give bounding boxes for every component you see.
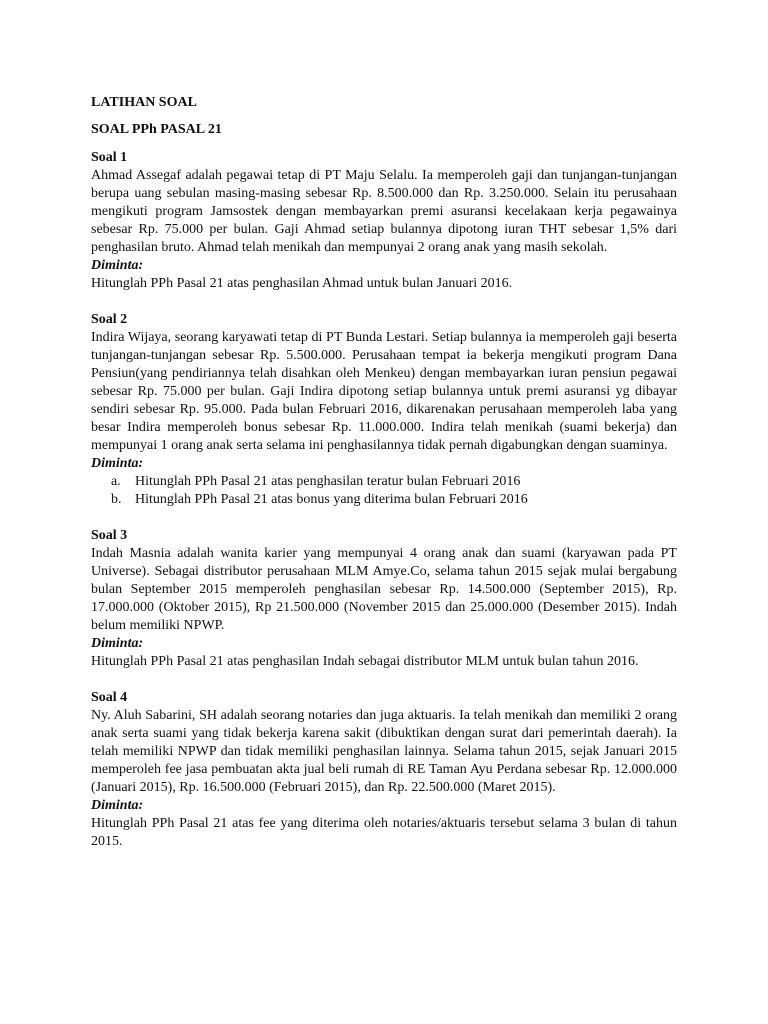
soal-4-body: Ny. Aluh Sabarini, SH adalah seorang notaries dan juga aktuaris. Ia telah menikah dan memiliki 2 orang anak serta suami yang tidak bekerja karena sakit (dibuktikan dengan surat dari pemerintah daerah). Ia telah memiliki NPWP dan tidak memiliki penghasilan lainnya. Selama tahun 2015, sejak Januari 2015 memperoleh fee jasa pembuatan akta jual beli rumah di RE Taman Ayu Perdana sebesar Rp. 12.000.000 (Januari 2015), Rp. 16.500.000 (Februari 2015), dan Rp. 22.500.000 (Maret 2015). (91, 708, 677, 795)
list-item (111, 473, 677, 491)
soal-4-section (91, 689, 677, 851)
soal-2-section (91, 311, 677, 509)
soal-2-task-list (91, 473, 677, 509)
soal-2-diminta-label: Diminta: (91, 456, 144, 471)
document-title: LATIHAN SOAL (91, 95, 197, 110)
document-subtitle: SOAL PPh PASAL 21 (91, 122, 222, 137)
soal-2-title: Soal 2 (91, 312, 128, 327)
list-marker: a. (111, 474, 121, 489)
list-marker: b. (111, 492, 122, 507)
soal-1-section (91, 149, 677, 293)
soal-3-section (91, 527, 677, 671)
list-item-text: Hitunglah PPh Pasal 21 atas penghasilan teratur bulan Februari 2016 (135, 474, 521, 489)
soal-3-diminta-label: Diminta: (91, 636, 144, 651)
soal-1-task: Hitunglah PPh Pasal 21 atas penghasilan Ahmad untuk bulan Januari 2016. (91, 276, 513, 291)
soal-1-title: Soal 1 (91, 150, 128, 165)
list-item-text: Hitunglah PPh Pasal 21 atas bonus yang diterima bulan Februari 2016 (135, 492, 528, 507)
soal-1-body: Ahmad Assegaf adalah pegawai tetap di PT Maju Selalu. Ia memperoleh gaji dan tunjangan-tunjangan berupa uang sebulan masing-masing sebesar Rp. 8.500.000 dan Rp. 3.250.000. Selain itu perusahaan mengikuti program Jamsostek dengan membayarkan premi asuransi kecelakaan kerja pegawainya sebesar Rp. 75.000 per bulan. Gaji Ahmad setiap bulannya dipotong iuran THT sebesar 1,5% dari penghasilan bruto. Ahmad telah menikah dan mempunyai 2 orang anak yang masih sekolah. (91, 168, 677, 255)
soal-2-body: Indira Wijaya, seorang karyawati tetap di PT Bunda Lestari. Setiap bulannya ia memperoleh gaji beserta tunjangan-tunjangan sebesar Rp. 5.500.000. Perusahaan tempat ia bekerja mengikuti program Dana Pensiun(yang pendiriannya telah disahkan oleh Menkeu) dengan membayarkan iuran pensiun pegawai sebesar Rp. 75.000 per bulan. Gaji Indira dipotong setiap bulannya untuk premi asuransi yg dibayar sendiri sebesar Rp. 95.000. Pada bulan Februari 2016, dikarenakan perusahaan memperoleh laba yang besar Indira memperoleh bonus sebesar Rp. 11.000.000. Indira telah menikah (suami bekerja) dan mempunyai 1 orang anak serta selama ini penghasilannya tidak pernah digabungkan dengan suaminya. (91, 330, 677, 453)
soal-4-title: Soal 4 (91, 690, 128, 705)
list-item (111, 491, 677, 509)
soal-3-task: Hitunglah PPh Pasal 21 atas penghasilan Indah sebagai distributor MLM untuk bulan tahun 2016. (91, 654, 639, 669)
soal-3-body: Indah Masnia adalah wanita karier yang mempunyai 4 orang anak dan suami (karyawan pada PT Universe). Sebagai distributor perusahaan MLM Amye.Co, selama tahun 2015 sejak mulai bergabung bulan September 2015 memperoleh penghasilan sebesar Rp. 14.500.000 (September 2015), Rp. 17.000.000 (Oktober 2015), Rp 21.500.000 (November 2015 dan 25.000.000 (Desember 2015). Indah belum memiliki NPWP. (91, 546, 677, 633)
soal-1-diminta-label: Diminta: (91, 258, 144, 273)
soal-4-diminta-label: Diminta: (91, 798, 144, 813)
soal-4-task: Hitunglah PPh Pasal 21 atas fee yang diterima oleh notaries/aktuaris tersebut selama 3 bulan di tahun 2015. (91, 816, 677, 849)
soal-3-title: Soal 3 (91, 528, 128, 543)
